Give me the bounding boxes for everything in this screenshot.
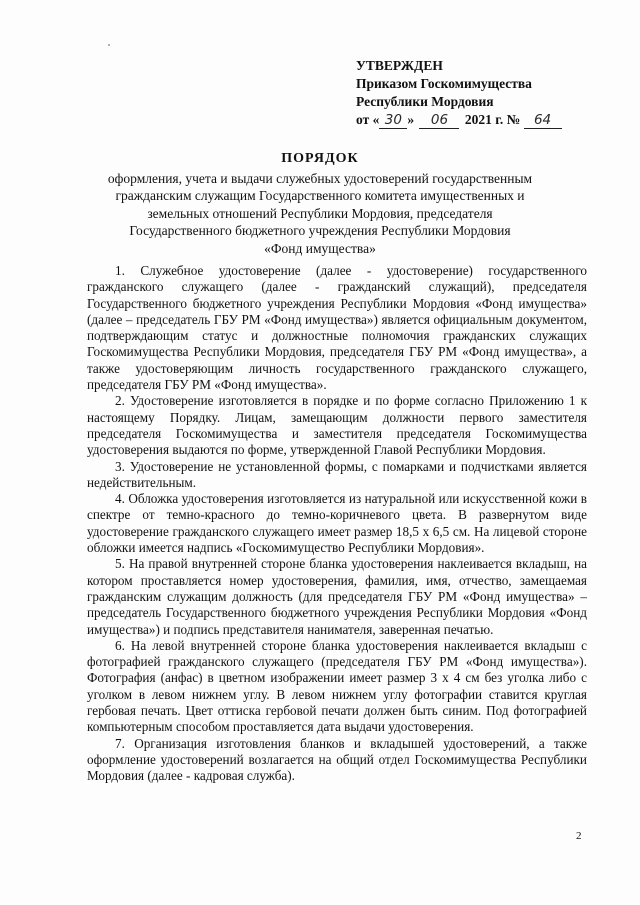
document-body <box>87 263 587 785</box>
paragraph-6: 6. На левой внутренней стороне бланка удостоверения наклеивается вкладыш с фотографией гражданского служащего (председателя ГБУ РМ «Фонд имущества»). Фотография (анфас) в цветном изображении имеет размер 3 х 4 см без уголка либо с уголком в левом нижнем углу. В левом нижнем углу фотографии ставится круглая гербовая печать. Цвет оттиска гербовой печати должен быть синим. Под фотографией компьютерным способом проставляется дата выдачи удостоверения. <box>87 637 587 735</box>
approval-date-line <box>356 111 606 129</box>
page-number: 2 <box>576 830 582 842</box>
handwritten-month: 06 <box>419 113 459 129</box>
document-heading: ПОРЯДОК <box>281 151 359 166</box>
handwritten-day: 30 <box>379 113 407 129</box>
paragraph-3: 3. Удостоверение не установленной формы, с помарками и подчистками является недействительным. <box>87 458 587 490</box>
approval-stamp-block <box>356 57 606 129</box>
date-separator: » <box>407 112 415 127</box>
subtitle-line: «Фонд имущества» <box>264 240 376 256</box>
paragraph-4: 4. Обложка удостоверения изготовляется из натуральной или искусственной кожи в спектре от темно-красного до темно-коричневого цвета. В развернутом виде удостоверение гражданского служащего имеет размер 18,5 х 6,5 см. На лицевой стороне обложки имеется надпись «Госкомимущество Республики Мордовия». <box>87 491 587 556</box>
paragraph-1: 1. Служебное удостоверение (далее - удостоверение) государственного гражданского служащего (далее - гражданский служащий), председателя Государственного бюджетного учреждения Республики Мордовия «Фонд имущества» (далее – председатель ГБУ РМ «Фонд имущества») является официальным документом, подтверждающим статус и должностные полномочия гражданских служащих Госкомимущества Республики Мордовия, председателя ГБУ РМ «Фонд имущества», а также удостоверяющим личность государственного гражданского служащего, председателя ГБУ РМ «Фонд имущества». <box>87 263 587 393</box>
subtitle-line: гражданским служащим Государственного комитета имущественных и <box>115 188 525 203</box>
approval-order-line: Приказом Госкомимущества <box>356 76 532 91</box>
subtitle-line: оформления, учета и выдачи служебных удостоверений государственным <box>107 170 533 186</box>
approval-republic-line: Республики Мордовия <box>356 94 494 109</box>
subtitle-line: Государственного бюджетного учреждения Республики Мордовия <box>129 223 511 238</box>
paragraph-7: 7. Организация изготовления бланков и вкладышей удостоверений, а также оформление удостоверений возлагается на общий отдел Госкомимущества Республики Мордовия (далее - кадровая служба). <box>87 735 587 784</box>
paragraph-2: 2. Удостоверение изготовляется в порядке и по форме согласно Приложению 1 к настоящему Порядку. Лицам, замещающим должности первого заместителя председателя Госкомимущества и заместителя председателя Госкомимущества удостоверения выдаются по форме, утвержденной Главой Республики Мордовия. <box>87 393 587 458</box>
handwritten-order-number: 64 <box>524 113 562 129</box>
document-title-block <box>80 150 560 257</box>
approval-title: УТВЕРЖДЕН <box>356 58 443 73</box>
paragraph-5: 5. На правой внутренней стороне бланка удостоверения наклеивается вкладыш, на котором проставляется номер удостоверения, фамилия, имя, отчество, замещаемая гражданским служащим должность (для председателя ГБУ РМ «Фонд имущества» – председатель Государственного бюджетного учреждения Республики Мордовия «Фонд имущества») и подпись представителя нанимателя, заверенная печатью. <box>87 556 587 637</box>
subtitle-line: земельных отношений Республики Мордовия, председателя <box>147 205 493 221</box>
date-prefix: от « <box>356 112 380 127</box>
scan-speck <box>108 44 110 46</box>
date-year: 2021 г. № <box>464 112 521 127</box>
